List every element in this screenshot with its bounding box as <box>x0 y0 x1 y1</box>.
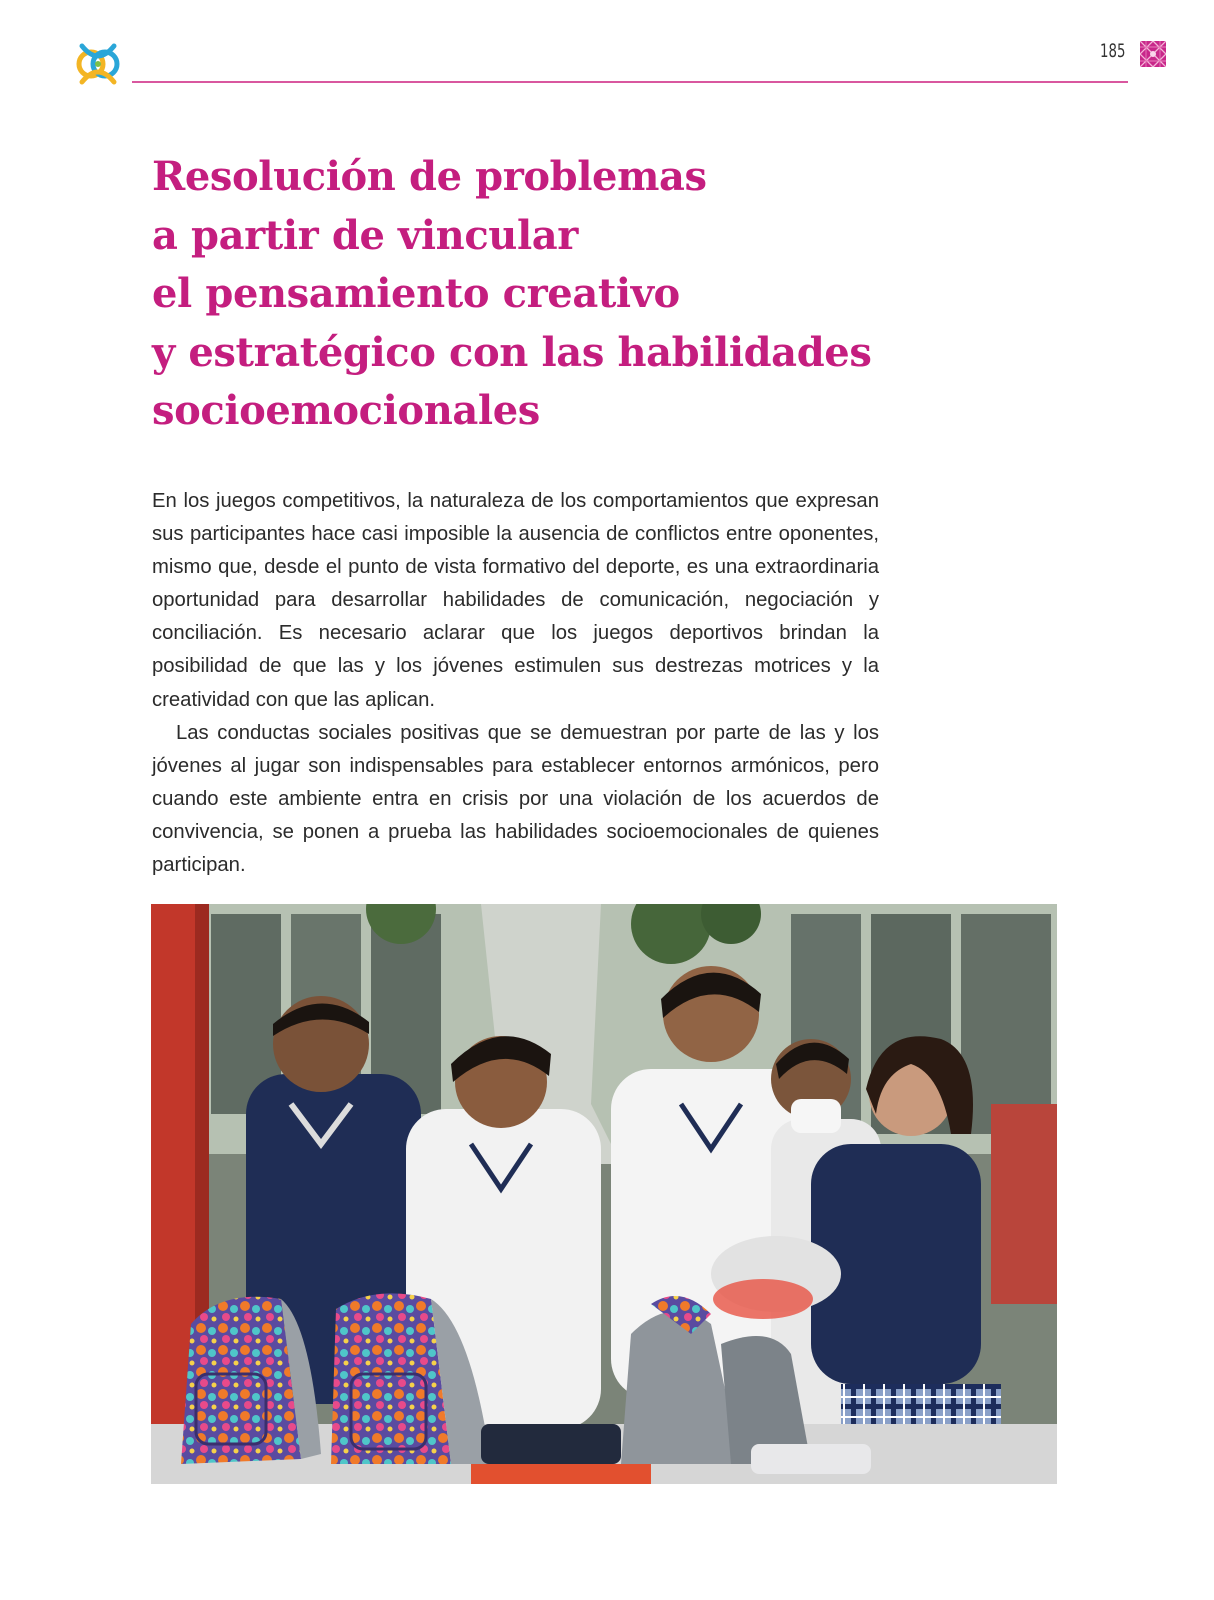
page-title <box>152 148 912 441</box>
interlaced-rings-logo-icon <box>74 40 122 88</box>
body-paragraph: Las conductas sociales positivas que se demuestran por parte de las y los jóvenes al jugar son indispensables para establecer entornos armónicos, pero cuando este ambiente entra en crisis por una violación de los acuerdos de convivencia, se ponen a prueba las habilidades socioemocionales de quienes participan. <box>152 721 879 877</box>
body-paragraph: En los juegos competitivos, la naturaleza de los comportamientos que expresan sus participantes hace casi imposible la ausencia de conflictos entre oponentes, mismo que, desde el punto de vista formativo del deporte, es una extraordinaria oportunidad para desarrollar habilidades de comunicación, negociación y conciliación. Es necesario aclarar que los juegos deportivos brindan la posibilidad de que las y los jóvenes estimulen sus destrezas motrices y la creatividad con que las aplican. <box>152 490 879 711</box>
students-backpacks-photo <box>151 904 1057 1484</box>
magenta-pattern-ornament-icon <box>1140 41 1166 67</box>
page-number: 185 <box>1100 40 1126 62</box>
body-text <box>152 485 879 882</box>
title-line: socioemocionales <box>152 387 540 434</box>
title-line: Resolución de problemas <box>152 153 707 200</box>
title-line: el pensamiento creativo <box>152 270 680 317</box>
title-line: y estratégico con las habilidades <box>152 328 872 376</box>
title-line: a partir de vincular <box>152 211 578 259</box>
header-rule <box>132 81 1128 83</box>
photo-illustration <box>151 904 1057 1484</box>
